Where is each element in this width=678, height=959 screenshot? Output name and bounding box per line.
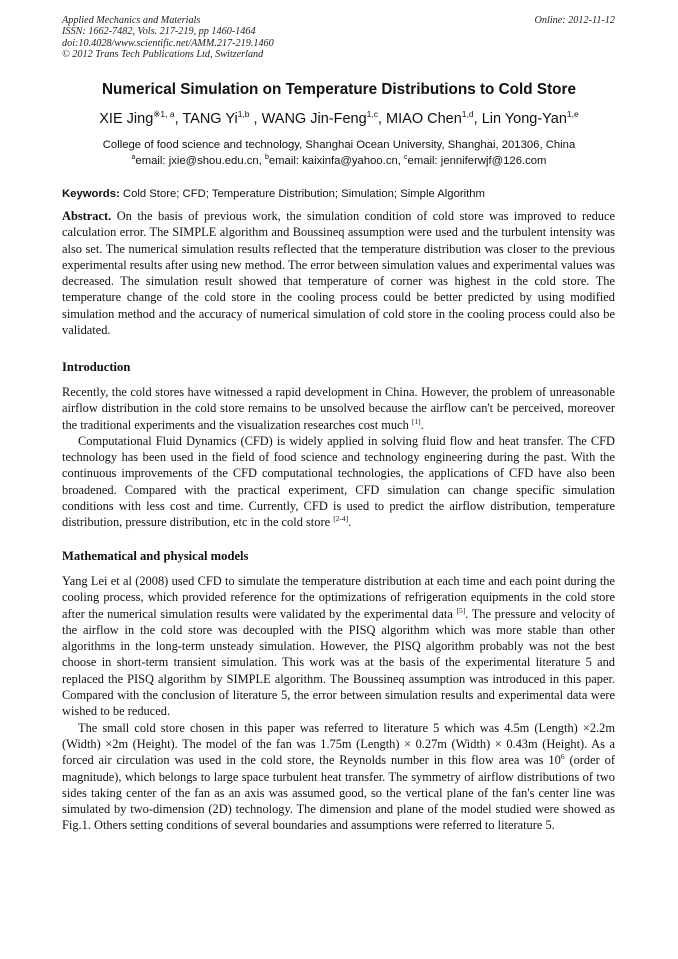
author-name: TANG Yi (182, 111, 238, 127)
paragraph-text: Computational Fluid Dynamics (CFD) is widely applied in solving fluid flow and heat transfer. The CFD technology has been used in the field of food science and technology engineering during the past. With the continuous improvements of the CFD computational technologies, the applications of CFD have also been broadened. Compared with the practical experiment, CFD simulation can change specific simulation conditions with less cost and time. Currently, CFD is used to predict the airflow distribution, temperature distribution, pressure distribution, etc in the cold store (62, 433, 615, 530)
keywords-label: Keywords: (62, 188, 120, 200)
paragraph-text: The small cold store chosen in this paper was referred to literature 5 which was 4.5m (Length) ×2.2m (Width) ×2m (Height). The model of the fan was 1.75m (Length) × 0.27m (Width) × 0.43m (Height). As a forced air circulation was used in the cold store, the Reynolds number in this flow area was 10 (62, 720, 615, 768)
paragraph (62, 720, 615, 834)
section-heading-models: Mathematical and physical models (62, 549, 249, 563)
paragraph-text: Yang Lei et al (2008) used CFD to simulate the temperature distribution at each time and each point during the cooling process, which provided reference for the optimizations of refrigeration equipments in the cold store after the numerical simulation results were validated by the experimental data (62, 574, 615, 621)
author-affil-sup: ※1, a (153, 109, 175, 119)
paragraph-text: (order of magnitude), which belongs to large space turbulent heat transfer. The symmetry of airflow distributions of two sides taking center of the fan as an axis was assumed good, so the vertical plane of the fan's center line was simulated by two-dimension (2D) technology. The dimension and plane of the model studied were showed as Fig.1. Others setting conditions of several boundaries and assumptions were referred to literature 5. (62, 753, 615, 833)
keywords (62, 188, 615, 200)
email: email: jxie@shou.edu.cn, (135, 154, 265, 167)
citation: [1] (411, 416, 421, 426)
author-affil-sup: 1,b (237, 109, 250, 119)
models-body (62, 573, 615, 834)
journal-header (62, 15, 615, 61)
email-sup: a (131, 153, 136, 161)
exponent: 6 (560, 752, 565, 762)
email: email: jenniferwjf@126.com (407, 154, 547, 167)
paragraph (62, 384, 615, 433)
paragraph-text: Recently, the cold stores have witnessed a rapid development in China. However, the problem of unreasonable airflow distribution in the cold store remains to be unsolved because the airflow can't be perceived, moreover the traditional experiments and the visualization researches cost much (62, 385, 615, 432)
affiliation: College of food science and technology, Shanghai Ocean University, Shanghai, 201306, China (102, 139, 576, 151)
abstract (62, 208, 615, 338)
email-sup: c (404, 153, 408, 161)
paper-title: Numerical Simulation on Temperature Distributions to Cold Store (102, 81, 576, 98)
introduction-body (62, 384, 615, 531)
email: email: kaixinfa@yahoo.cn, (268, 154, 405, 167)
affiliation-block (0, 138, 678, 169)
abstract-text: On the basis of previous work, the simulation condition of cold store was improved to reduce calculation error. The SIMPLE algorithm and Boussineq assumption were used and the turbulent intensity was also set. The numerical simulation results reflected that the temperature distribution was closer to the previous experimental results after using new method. The error between simulation values and experimental values was decreased. The simulation result showed that temperature of corner was highest in the cold store. The temperature change of the cold store in the cooling process could be better predicted by using modified simulation method and the accuracy of numerical simulation of cold store in the cooling process could also be validated. (62, 209, 615, 338)
keywords-text: Cold Store; CFD; Temperature Distribution; Simulation; Simple Algorithm (119, 188, 485, 200)
issn-line: ISSN: 1662-7482, Vols. 217-219, pp 1460-1464 (62, 26, 256, 38)
author-name: WANG Jin-Feng (261, 111, 367, 127)
online-date: Online: 2012-11-12 (534, 15, 615, 26)
doi-line: doi:10.4028/www.scientific.net/AMM.217-219.1460 (62, 37, 274, 49)
section-heading-introduction: Introduction (62, 360, 131, 374)
author-name: XIE Jing (99, 111, 154, 127)
paragraph-text: . The pressure and velocity of the airflow in the cold store was decoupled with the PISQ algorithm which was more stable than other algorithms in the long-term unsteady simulation. However, the PISQ algorithm probably was not the best choose in short-term transient simulation. This work was at the basis of the experimental literature 5 and replaced the PISQ algorithm by SIMPLE algorithm. The Boussineq assumption was introduced in this paper. Compared with the conclusion of literature 5, the error between simulation results and experimental data were wished to be reduced. (62, 606, 615, 719)
paragraph (62, 433, 615, 531)
author-sep: , (473, 111, 482, 127)
journal-name: Applied Mechanics and Materials (62, 15, 201, 26)
author-sep: , (377, 111, 387, 127)
author-sep: , (174, 111, 183, 127)
author-name: MIAO Chen (386, 111, 462, 127)
email-line (0, 154, 678, 170)
paragraph-end: . (420, 417, 424, 432)
abstract-label: Abstract. (62, 209, 112, 223)
citation: [2-4] (333, 514, 349, 524)
paragraph-end: . (348, 515, 352, 530)
author-affil-sup: 1,d (461, 109, 474, 119)
author-affil-sup: 1,e (566, 109, 579, 119)
email-sup: b (264, 153, 269, 161)
author-name: Lin Yong-Yan (481, 111, 567, 127)
paragraph (62, 573, 615, 720)
citation: [5] (456, 605, 466, 615)
copyright-line: © 2012 Trans Tech Publications Ltd, Switzerland (62, 49, 264, 61)
author-list (0, 111, 678, 127)
author-sep: , (249, 111, 262, 127)
author-affil-sup: 1,c (366, 109, 378, 119)
